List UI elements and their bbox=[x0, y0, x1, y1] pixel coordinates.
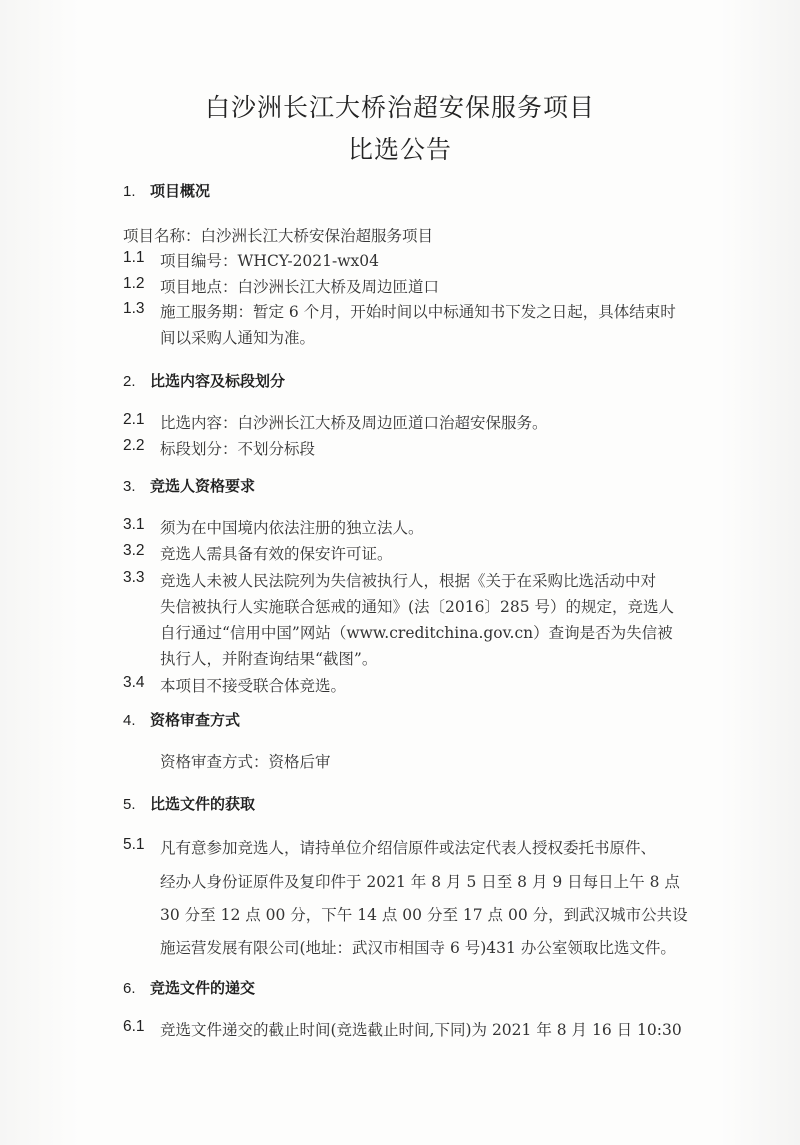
document-acquisition: 凡有意参加竞选人，请持单位介绍信原件或法定代表人授权委托书原件、 bbox=[160, 839, 657, 857]
project-number: 项目编号：WHCY-2021-wx04 bbox=[160, 252, 379, 270]
section-4-heading: 4. 资格审查方式 bbox=[123, 711, 241, 729]
item-num: 6.1 bbox=[123, 1018, 145, 1035]
section-2-heading: 2. 比选内容及标段划分 bbox=[123, 372, 286, 390]
section-3-heading: 3. 竞选人资格要求 bbox=[123, 477, 256, 495]
requirement-3-4: 本项目不接受联合体竞选。 bbox=[160, 677, 347, 695]
review-method: 资格审查方式：资格后审 bbox=[160, 753, 331, 771]
service-period: 施工服务期：暂定 6 个月，开始时间以中标通知书下发之日起，具体结束时 bbox=[160, 303, 676, 321]
item-num: 1.1 bbox=[123, 249, 145, 266]
requirement-3-3-cont: 自行通过“信用中国”网站（www.creditchina.gov.cn）查询是否为失信被 bbox=[160, 624, 673, 642]
item-num: 3.1 bbox=[123, 516, 145, 533]
document-subtitle: 比选公告 bbox=[347, 135, 452, 164]
project-name: 项目名称：白沙洲长江大桥安保治超服务项目 bbox=[123, 227, 434, 245]
item-num: 5.1 bbox=[123, 836, 145, 853]
lot-division: 标段划分：不划分标段 bbox=[160, 440, 316, 458]
requirement-3-3-cont: 执行人，并附查询结果“截图”。 bbox=[160, 650, 378, 668]
item-num: 2.2 bbox=[123, 437, 145, 454]
document-acquisition-cont: 施运营发展有限公司(地址：武汉市相国寺 6 号)431 办公室领取比选文件。 bbox=[160, 939, 676, 957]
item-num: 3.4 bbox=[123, 674, 145, 691]
item-num: 3.2 bbox=[123, 542, 145, 559]
item-num: 2.1 bbox=[123, 411, 145, 428]
requirement-3-2: 竞选人需具备有效的保安许可证。 bbox=[160, 545, 393, 563]
requirement-3-3-cont: 失信被执行人实施联合惩戒的通知》(法〔2016〕285 号）的规定，竞选人 bbox=[160, 598, 675, 616]
selection-content: 比选内容：白沙洲长江大桥及周边匝道口治超安保服务。 bbox=[160, 414, 548, 432]
item-num: 1.2 bbox=[123, 275, 145, 292]
item-num: 1.3 bbox=[123, 300, 145, 317]
document-acquisition-cont: 经办人身份证原件及复印件于 2021 年 8 月 5 日至 8 月 9 日每日上午 8 点 bbox=[160, 873, 680, 891]
document-acquisition-cont: 30 分至 12 点 00 分，下午 14 点 00 分至 17 点 00 分，到武汉城市公共设 bbox=[160, 906, 688, 924]
document-title: 白沙洲长江大桥治超安保服务项目 bbox=[204, 93, 595, 122]
section-1-heading: 1. 项目概况 bbox=[123, 182, 211, 200]
section-6-heading: 6. 竞选文件的递交 bbox=[123, 979, 256, 997]
section-5-heading: 5. 比选文件的获取 bbox=[123, 795, 256, 813]
project-location: 项目地点：白沙洲长江大桥及周边匝道口 bbox=[160, 278, 440, 296]
requirement-3-1: 须为在中国境内依法注册的独立法人。 bbox=[160, 519, 424, 537]
item-num: 3.3 bbox=[123, 569, 145, 586]
requirement-3-3: 竞选人未被人民法院列为失信被执行人，根据《关于在采购比选活动中对 bbox=[160, 572, 657, 590]
submission-deadline: 竞选文件递交的截止时间(竞选截止时间,下同)为 2021 年 8 月 16 日 10:30 bbox=[160, 1021, 682, 1039]
service-period-cont: 间以采购人通知为准。 bbox=[160, 329, 316, 347]
